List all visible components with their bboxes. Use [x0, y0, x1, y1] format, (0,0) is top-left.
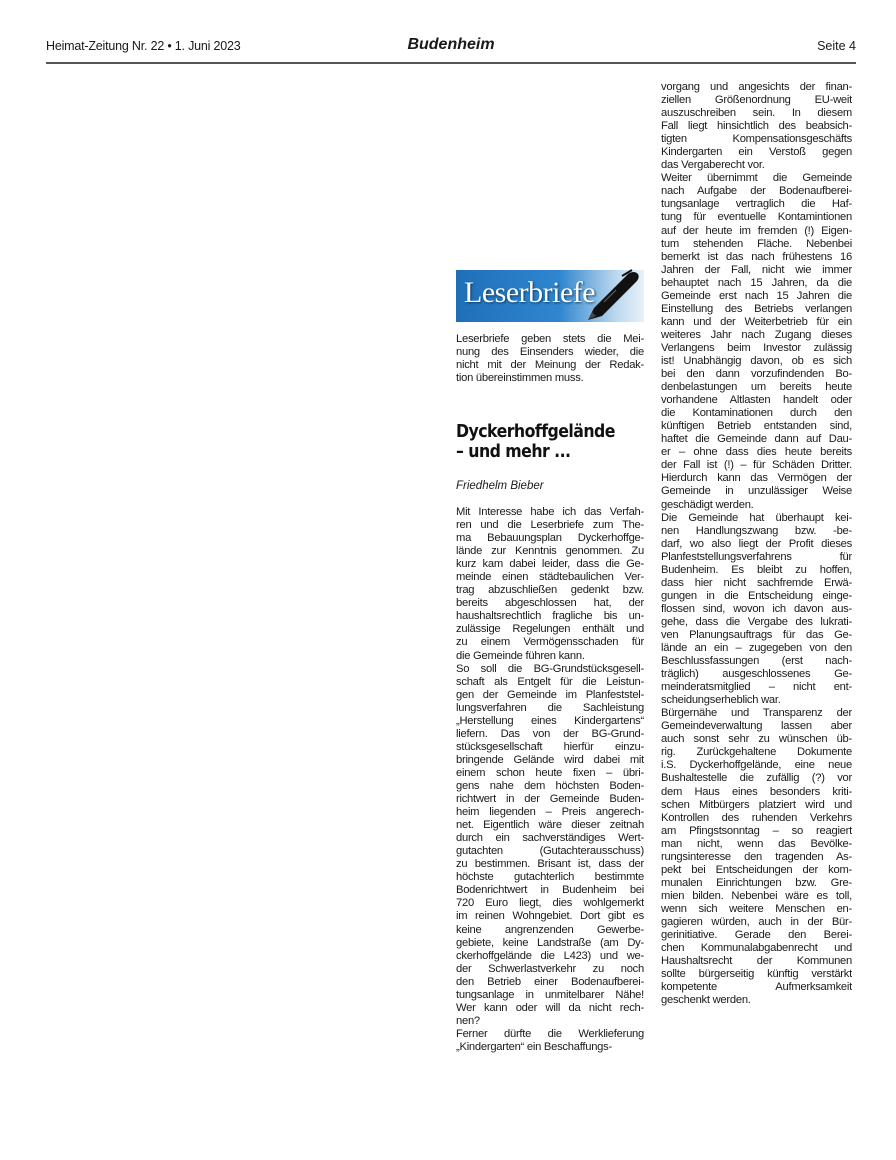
text-line: 720 Euro liegt, dies wohlgemerkt	[456, 897, 644, 910]
text-line: das Vergaberecht vor.	[661, 159, 765, 172]
text-line: lungsverfahren die Sachleistung	[456, 701, 644, 714]
text-line: scheidungserheblich war.	[661, 694, 781, 707]
text-line: im reinen Wohngebiet. Dort gibt es	[456, 910, 644, 923]
article-title-line-1: Dyckerhoffgelände	[456, 422, 615, 442]
section-title: Budenheim	[407, 36, 495, 53]
text-line: bei den dann vorzufindenden Bo-	[661, 368, 852, 381]
text-line: sollte bürgerseitig künftig verstärkt	[661, 968, 852, 981]
text-line: Haushaltsrecht der Kommunen	[661, 955, 852, 968]
text-line: trag abzuschließen gedenkt bzw.	[456, 584, 644, 597]
text-line: nen?	[456, 1014, 480, 1027]
text-line: tion übereinstimmen muss.	[456, 372, 584, 385]
text-line: Ferner dürfte die Werklieferung	[456, 1027, 644, 1040]
text-line: gagieren würden, auch in der Bür-	[661, 916, 852, 928]
text-line: rig. Zurückgehaltene Dokumente	[661, 746, 852, 759]
text-line: kurz kam dabei leider, dass die Ge-	[456, 558, 644, 571]
article-author: Friedhelm Bieber	[456, 480, 544, 492]
page-header	[46, 36, 856, 60]
text-line: Verlangens beim Investor zulässig	[661, 341, 852, 354]
text-line: behauptet nach 15 Jahren, da die	[661, 276, 852, 289]
text-line: die Gemeinde führen kann.	[456, 649, 585, 662]
text-line: gens nahe dem höchsten Boden-	[456, 779, 644, 792]
text-line: bringende Gelände wird dabei mit	[456, 753, 644, 766]
text-line: wenn sich weitere Menschen en-	[661, 902, 852, 915]
text-line: stücksgesellschaft hierfür einzu-	[456, 740, 644, 753]
article-column-2	[661, 81, 852, 1007]
text-line: nicht mit der Meinung der Redak-	[456, 359, 644, 372]
text-line: lände zur Kenntnis genommen. Zu	[456, 545, 644, 558]
text-line: denbelastungen um bereits heute	[661, 381, 852, 394]
text-line: tungsanlage in unmitelbarer Nähe!	[456, 988, 644, 1001]
leserbriefe-banner	[456, 270, 644, 322]
text-line: heim liegenden – Preis angerech-	[456, 806, 644, 819]
text-line: höchste gutachterlich bestimmte	[456, 871, 644, 884]
text-line: träglich) ausgeschlossenes Ge-	[661, 668, 852, 681]
header-rule	[46, 62, 856, 64]
text-line: „Kindergarten“ ein Beschaffungs-	[456, 1040, 612, 1053]
text-line: Jahren der Fall, nicht wie immer	[661, 263, 852, 276]
text-line: kann und der Weiterbetrieb für ein	[661, 315, 852, 328]
text-line: Einstellung des Betriebs verlangen	[661, 302, 852, 315]
text-line: pekt bei Entscheidungen der kom-	[661, 863, 852, 876]
disclaimer-text	[456, 333, 644, 385]
text-line: Beschlussfassungen (erst nach-	[661, 655, 852, 668]
text-line: lände an ein – zugegeben von den	[661, 642, 852, 655]
text-line: Bürgernähe und Transparenz der	[661, 707, 852, 720]
text-line: vorgang und angesichts der finan-	[661, 81, 852, 93]
text-line: Wer kann oder will da nicht rech-	[456, 1001, 644, 1014]
text-line: weiteres Jahr nach Zugang dieses	[661, 328, 852, 341]
text-line: liefern. Das von der BG-Grund-	[456, 727, 644, 740]
text-line: meinderatsmitglied – nicht ent-	[661, 681, 852, 694]
text-line: chen Kommunalabgabenrecht und	[661, 942, 852, 955]
article-title-line-2: – und mehr ...	[456, 442, 571, 462]
text-line: Budenheim. Es bleibt zu hoffen,	[661, 563, 852, 576]
pen-icon	[582, 268, 642, 324]
text-line: tungsanlage vertraglich die Haf-	[661, 198, 852, 211]
text-line: schaft als Entgelt für die Leistun-	[456, 675, 644, 688]
text-line: gen der Gemeinde im Planfeststel-	[456, 688, 644, 701]
text-line: gerinitiative. Gerade den Berei-	[661, 929, 852, 942]
text-line: haushaltsrechtlich fragliche bis un-	[456, 610, 644, 623]
text-line: Kindergarten ein Verstoß gegen	[661, 146, 852, 159]
text-line: am Pfingstsonntag – so reagiert	[661, 824, 852, 837]
text-line: net. Eigentlich wäre dieser zeitnah	[456, 819, 644, 832]
text-line: richtwert in der Gemeinde Buden-	[456, 793, 644, 806]
text-line: meinde einen städtebaulichen Ver-	[456, 571, 644, 584]
text-line: bereits abgeschlossen hat, der	[456, 597, 644, 610]
text-line: nach Aufgabe der Bodenaufberei-	[661, 185, 852, 198]
page-number: Seite 4	[817, 39, 856, 53]
text-line: gutachten (Gutachterausschuss)	[456, 845, 644, 858]
text-line: geschädigt werden.	[661, 498, 754, 511]
text-line: flossen sind, wovon ich davon aus-	[661, 602, 852, 615]
text-line: Bodenrichtwert in Budenheim bei	[456, 884, 644, 897]
text-line: Mit Interesse habe ich das Verfah-	[456, 506, 644, 518]
text-line: dem Haus eines besonders kriti-	[661, 785, 852, 798]
text-line: schen Mitbürgers platziert wird und	[661, 798, 852, 811]
text-line: einem schon heute fixen – übri-	[456, 766, 644, 779]
text-line: der Schwerlastverkehr zu noch	[456, 962, 644, 975]
text-line: auszuschreiben sein. In diesem	[661, 107, 852, 120]
text-line: rungsinteresse den tragenden As-	[661, 850, 852, 863]
text-line: er – ohne dass dies heute bereits	[661, 446, 852, 459]
text-line: durch ein sachverständiges Wert-	[456, 832, 644, 845]
text-line: gungen in die Entscheidung einge-	[661, 589, 852, 602]
text-line: bemerkt ist das nach frühestens 16	[661, 250, 852, 263]
text-line: „Herstellung eines Kindergartens“	[456, 714, 644, 727]
text-line: künftigen Betrieb entstanden sind,	[661, 420, 852, 433]
text-line: zu bestimmen. Brisant ist, dass der	[456, 858, 644, 871]
text-line: Weiter übernimmt die Gemeinde	[661, 172, 852, 185]
text-line: Gemeinde erst nach 15 Jahren die	[661, 289, 852, 302]
text-line: ist! Unabhängig davon, ob es sich	[661, 354, 852, 367]
text-line: haftet die Gemeinde dann auf Dau-	[661, 433, 852, 446]
text-line: mien bilden. Nebenbei wäre es toll,	[661, 889, 852, 902]
text-line: Kontrollen des ruhenden Verkehrs	[661, 811, 852, 824]
text-line: Leserbriefe geben stets die Mei-	[456, 333, 644, 345]
text-line: Die Gemeinde hat überhaupt kei-	[661, 511, 852, 524]
text-line: gehe, dass die Vergabe des lukrati-	[661, 615, 852, 628]
text-line: man nicht, wenn das Bevölke-	[661, 837, 852, 850]
text-line: auch sonst sehr zu wünschen üb-	[661, 733, 852, 746]
text-line: ckerhoffgelände die L423) und we-	[456, 949, 644, 962]
text-line: i.S. Dyckerhoffgelände, eine neue	[661, 759, 852, 772]
text-line: tigten Kompensationsgeschäfts	[661, 133, 852, 146]
text-line: Gemeinde in unzulässiger Weise	[661, 485, 852, 498]
text-line: auf der heute im fremden (!) Eigen-	[661, 224, 852, 237]
text-line: Fall liegt hinsichtlich des beabsich-	[661, 120, 852, 133]
text-line: Gemeindeverwaltung lassen aber	[661, 720, 852, 733]
text-line: der Fall ist (!) – für Schäden Dritter.	[661, 459, 852, 472]
text-line: tum stehenden Fläche. Nebenbei	[661, 237, 852, 250]
article-column-1	[456, 506, 644, 1054]
text-line: zulässige Regelungen enthält und	[456, 623, 644, 636]
text-line: ven Planungsauftrags für das Ge-	[661, 628, 852, 641]
banner-label: Leserbriefe	[464, 276, 596, 309]
text-line: nung des Einsenders wieder, die	[456, 346, 644, 359]
text-line: darf, wo also liegt der Profit dieses	[661, 537, 852, 550]
text-line: nen Handlungszwang bzw. -be-	[661, 524, 852, 537]
article-title	[456, 422, 627, 462]
text-line: munalen Einrichtungen bzw. Gre-	[661, 876, 852, 889]
text-line: den Betrieb einer Bodenaufberei-	[456, 975, 644, 988]
text-line: So soll die BG-Grundstücksgesell-	[456, 662, 644, 675]
text-line: Planfeststellungsverfahrens für	[661, 550, 852, 563]
text-line: gebiete, keine Landstraße (am Dy-	[456, 936, 644, 949]
issue-info: Heimat-Zeitung Nr. 22 • 1. Juni 2023	[46, 39, 241, 53]
text-line: Bushaltestelle die zufällig (?) vor	[661, 772, 852, 785]
text-line: geschenkt werden.	[661, 994, 751, 1007]
text-line: die Kontaminationen durch den	[661, 407, 852, 420]
text-line: ziellen Größenordnung EU-weit	[661, 94, 852, 107]
text-line: keine angrenzenden Gewerbe-	[456, 923, 644, 936]
text-line: ma Bebauungsplan Dyckerhoffge-	[456, 532, 644, 545]
text-line: tung für eventuelle Kontamintionen	[661, 211, 852, 224]
text-line: Hierdurch kann das Vermögen der	[661, 472, 852, 485]
text-line: dass hier nicht sachfremde Erwä-	[661, 576, 852, 589]
text-line: kompetente Aufmerksamkeit	[661, 981, 852, 994]
text-line: zu einem Vermögensschaden für	[456, 636, 644, 649]
text-line: ren und die Leserbriefe zum The-	[456, 519, 644, 532]
text-line: vorhandene Altlasten handelt oder	[661, 394, 852, 407]
